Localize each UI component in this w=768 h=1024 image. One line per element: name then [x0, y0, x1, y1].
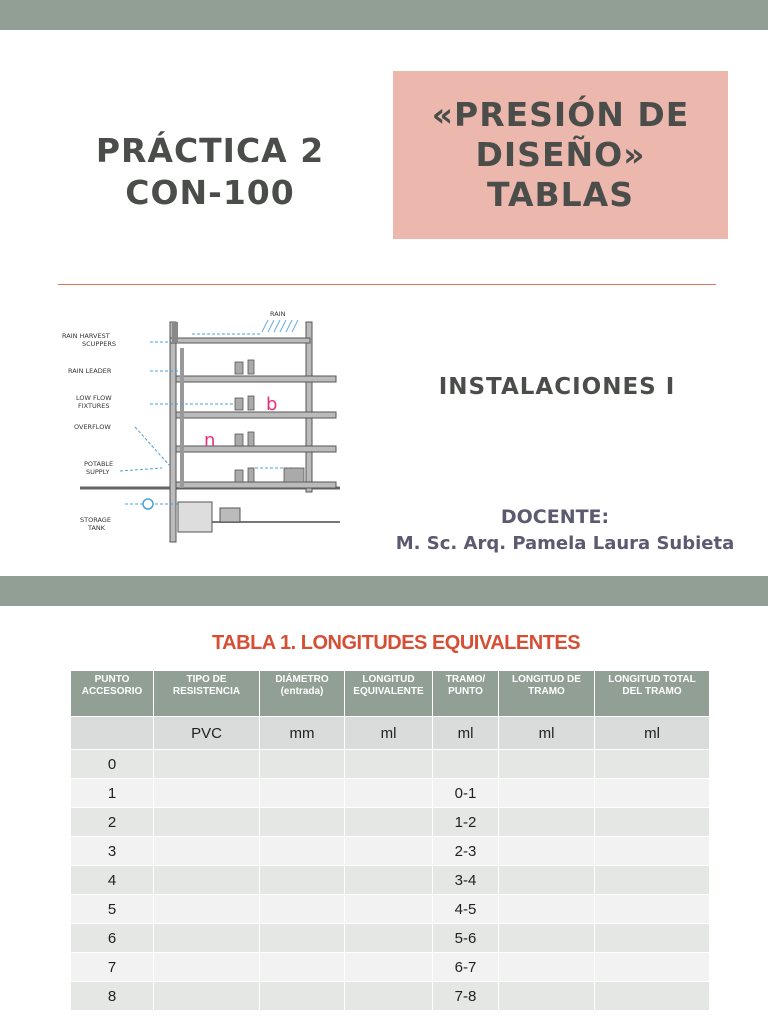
header-diametro: DIÁMETRO (entrada)	[260, 671, 345, 717]
title-box-line1: «PRESIÓN DE	[431, 95, 690, 134]
pump	[220, 508, 240, 522]
table-cell: 4	[71, 866, 154, 895]
unit-cell	[71, 717, 154, 750]
label-overflow: OVERFLOW	[74, 423, 111, 431]
storage-tank	[178, 502, 212, 532]
table-cell: 6	[71, 924, 154, 953]
table-cell: 5	[71, 895, 154, 924]
table-cell	[260, 982, 345, 1011]
floor-slab-1	[176, 446, 336, 452]
docente-name: M. Sc. Arq. Pamela Laura Subieta	[395, 533, 735, 554]
meter-icon	[143, 499, 153, 509]
building-wall-left	[170, 322, 176, 542]
building-wall-right	[306, 322, 312, 492]
table-cell	[345, 953, 433, 982]
table-cell	[154, 895, 260, 924]
table-cell	[433, 750, 499, 779]
header-longitud-total: LONGITUD TOTAL DEL TRAMO	[595, 671, 710, 717]
table-cell	[154, 953, 260, 982]
table-cell: 8	[71, 982, 154, 1011]
practice-title	[60, 130, 360, 214]
table-row	[71, 895, 710, 924]
docente-label: DOCENTE:	[500, 506, 610, 528]
header-tipo: TIPO DE RESISTENCIA	[154, 671, 260, 717]
table-cell	[345, 895, 433, 924]
header-longitud-equivalente: LONGITUD EQUIVALENTE	[345, 671, 433, 717]
units-row	[71, 717, 710, 750]
table-cell	[595, 924, 710, 953]
table-cell	[595, 750, 710, 779]
floor-slab-3	[176, 376, 336, 382]
table-cell	[595, 953, 710, 982]
floor-slab-2	[176, 412, 336, 418]
equivalent-lengths-table	[70, 670, 710, 1011]
practice-title-line2: CON-100	[125, 173, 295, 212]
table-cell	[260, 924, 345, 953]
table-cell	[260, 750, 345, 779]
table-cell	[499, 924, 595, 953]
table-cell	[499, 982, 595, 1011]
table-cell	[154, 808, 260, 837]
unit-cell: ml	[433, 717, 499, 750]
table-cell: 4-5	[433, 895, 499, 924]
table-cell	[499, 866, 595, 895]
annotation-b: b	[266, 394, 278, 415]
table-cell	[154, 982, 260, 1011]
table-cell: 1-2	[433, 808, 499, 837]
table-cell	[345, 866, 433, 895]
table-cell	[499, 953, 595, 982]
practice-title-line1: PRÁCTICA 2	[95, 131, 325, 170]
table-cell	[499, 895, 595, 924]
unit-cell: ml	[345, 717, 433, 750]
label-rain: RAIN	[270, 310, 286, 318]
table-cell	[345, 808, 433, 837]
label-storage-2: TANK	[88, 524, 106, 532]
table-cell: 1	[71, 779, 154, 808]
header-longitud-tramo: LONGITUD DE TRAMO	[499, 671, 595, 717]
table-cell	[595, 866, 710, 895]
table-cell	[154, 866, 260, 895]
table-row	[71, 808, 710, 837]
table-cell	[499, 750, 595, 779]
table-cell	[260, 837, 345, 866]
table-cell	[499, 837, 595, 866]
table-cell: 0-1	[433, 779, 499, 808]
annotation-n: n	[204, 430, 216, 451]
table-cell	[595, 895, 710, 924]
table-cell: 2-3	[433, 837, 499, 866]
label-rain-leader: RAIN LEADER	[68, 367, 112, 375]
subject-title: INSTALACIONES I	[438, 374, 676, 400]
table-cell	[595, 779, 710, 808]
table-cell: 6-7	[433, 953, 499, 982]
table-row	[71, 750, 710, 779]
title-box	[393, 71, 728, 239]
table-cell	[345, 837, 433, 866]
unit-cell: ml	[595, 717, 710, 750]
top-band	[0, 0, 768, 30]
table-cell: 3-4	[433, 866, 499, 895]
table-cell	[595, 982, 710, 1011]
table-cell	[260, 779, 345, 808]
table-cell	[154, 837, 260, 866]
table-cell: 2	[71, 808, 154, 837]
table-cell	[260, 866, 345, 895]
table-cell	[499, 779, 595, 808]
table-cell: 3	[71, 837, 154, 866]
middle-band	[0, 576, 768, 606]
table-row	[71, 982, 710, 1011]
table-row	[71, 953, 710, 982]
unit-cell: PVC	[154, 717, 260, 750]
table-cell: 7	[71, 953, 154, 982]
table-row	[71, 837, 710, 866]
table-cell	[154, 924, 260, 953]
divider-line	[58, 284, 716, 285]
table-cell	[345, 924, 433, 953]
label-scuppers-1: RAIN HARVEST	[62, 332, 110, 340]
title-box-text	[432, 95, 690, 215]
table-cell	[260, 808, 345, 837]
label-potable-1: POTABLE	[84, 460, 114, 468]
table-cell	[595, 837, 710, 866]
header-punto: PUNTO ACCESORIO	[71, 671, 154, 717]
table-cell: 5-6	[433, 924, 499, 953]
header-tramo-punto: TRAMO/ PUNTO	[433, 671, 499, 717]
roof-slab	[170, 338, 310, 343]
table-cell: 0	[71, 750, 154, 779]
rain-leader-pipe	[180, 348, 184, 488]
table-cell	[345, 779, 433, 808]
table-row	[71, 779, 710, 808]
table-cell	[260, 895, 345, 924]
table-cell	[345, 750, 433, 779]
table-cell	[154, 750, 260, 779]
label-scuppers-2: SCUPPERS	[82, 340, 117, 348]
table-cell	[595, 808, 710, 837]
table-cell	[499, 808, 595, 837]
rainwater-diagram	[30, 296, 350, 558]
unit-cell: mm	[260, 717, 345, 750]
label-potable-2: SUPPLY	[86, 468, 110, 476]
table-header-row	[71, 671, 710, 717]
title-box-line3: TABLAS	[487, 175, 634, 214]
table-cell	[260, 953, 345, 982]
table-row	[71, 924, 710, 953]
table-cell	[154, 779, 260, 808]
table-row	[71, 866, 710, 895]
label-fixtures-1: LOW FLOW	[76, 394, 112, 402]
label-storage-1: STORAGE	[80, 516, 111, 524]
table-title: TABLA 1. LONGITUDES EQUIVALENTES	[211, 632, 581, 654]
unit-cell: ml	[499, 717, 595, 750]
scupper	[172, 322, 178, 342]
title-box-line2: DISEÑO»	[475, 135, 646, 174]
label-fixtures-2: FIXTURES	[78, 402, 110, 410]
table-cell: 7-8	[433, 982, 499, 1011]
ground-slab	[176, 482, 336, 488]
table-cell	[345, 982, 433, 1011]
